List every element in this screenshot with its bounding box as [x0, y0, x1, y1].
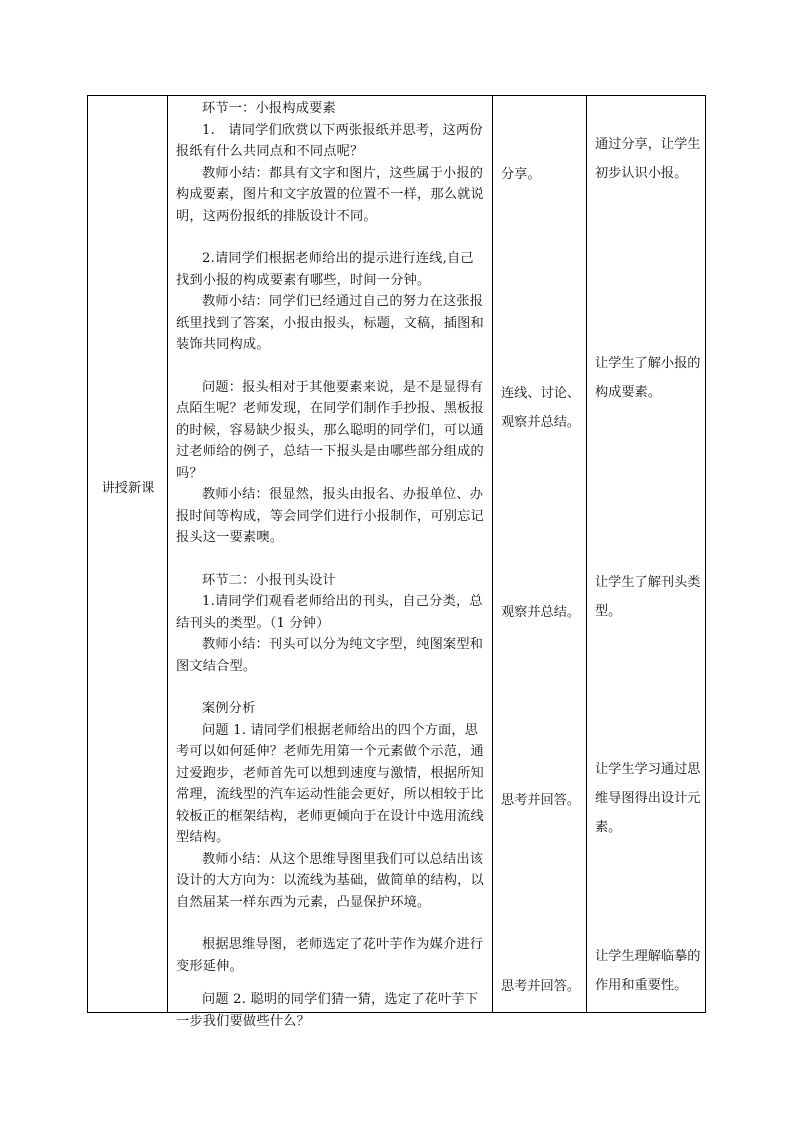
paragraph: 2.请同学们根据老师给出的提示进行连线,自己找到小报的构成要素有哪些，时间一分钟。 [176, 251, 474, 288]
teacher-paragraph-8 [176, 591, 485, 634]
section-label: 讲授新课 [101, 481, 155, 496]
design-intent: 通过分享，让学生初步认识小报。 [595, 137, 701, 181]
teacher-paragraph-10 [176, 698, 485, 720]
paragraph: 教师小结：都具有文字和图片，这些属于小报的构成要素，图片和文字放置的位置不一样，那么就说明，这两份报纸的排版设计不同。 [176, 165, 484, 224]
teacher-paragraph-7 [176, 570, 485, 592]
student-activity: 连线、讨论、观察并总结。 [501, 386, 581, 430]
paragraph: 1.请同学们观看老师给出的刊头，自己分类，总结刊头的类型。（1 分钟） [176, 594, 483, 631]
student-activity: 分享。 [501, 167, 541, 182]
paragraph: 案例分析 [202, 701, 256, 716]
teacher-paragraph-9 [176, 634, 485, 677]
student-activity: 思考并回答。 [501, 793, 581, 808]
teacher-paragraph-5 [176, 377, 485, 485]
section-cell [88, 96, 168, 1012]
student-activity-cell [493, 96, 587, 1012]
paragraph: 根据思维导图，老师选定了花叶芋作为媒介进行变形延伸。 [176, 937, 484, 974]
design-intent-cell [587, 96, 706, 1012]
paragraph: 问题 2. 聪明的同学们猜一猜，选定了花叶芋下一步我们要做些什么？ [176, 992, 479, 1029]
teacher-paragraph-11 [176, 720, 485, 849]
student-activity: 观察并总结。 [501, 605, 581, 620]
design-intent: 让学生了解刊头类型。 [595, 575, 701, 619]
paragraph: 教师小结：很显然，报头由报名、办报单位、办报时间等构成，等会同学们进行小报制作，可别忘记报头这一要素噢。 [176, 487, 484, 545]
design-intent: 让学生了解小报的构成要素。 [595, 356, 701, 400]
teacher-paragraph-3 [176, 248, 485, 291]
student-activity: 思考并回答。 [501, 979, 581, 994]
design-intent: 让学生理解临摹的作用和重要性。 [595, 949, 701, 993]
paragraph: 教师小结：从这个思维导图里我们可以总结出该设计的大方向为：以流线为基础，做简单的结构，以自然届某一样东西为元素，凸显保护环境。 [176, 851, 484, 910]
paragraph: 环节二：小报刊头设计 [202, 572, 336, 588]
paragraph: 问题 1. 请同学们根据老师给出的四个方面，思考可以如何延伸？老师先用第一个元素做个示范，通过爱跑步，老师首先可以想到速度与激情，根据所知常理，流线型的汽车运动性能会更好，所以相较于比较板正的框架结构，老师更倾向于在设计中选用流线型结构。 [176, 722, 484, 845]
teacher-paragraph-12 [176, 849, 485, 914]
teacher-paragraph-14 [176, 989, 485, 1032]
teacher-activity-cell [168, 96, 493, 1029]
teacher-paragraph-1 [176, 120, 485, 163]
teacher-paragraph-2 [176, 163, 485, 228]
teacher-paragraph-4 [176, 291, 485, 356]
design-intent: 让学生学习通过思维导图得出设计元素。 [595, 762, 701, 835]
paragraph: 教师小结：同学们已经通过自己的努力在这张报纸里找到了答案，小报由报头，标题，文稿，插图和装饰共同构成。 [176, 294, 484, 352]
teacher-paragraph-6 [176, 484, 485, 549]
paragraph: 1. 请同学们欣赏以下两张报纸并思考，这两份报纸有什么共同点和不同点呢？ [176, 122, 483, 159]
paragraph: 环节一：小报构成要素 [202, 101, 336, 116]
paragraph: 问题：报头相对于其他要素来说，是不是显得有点陌生呢？老师发现，在同学们制作手抄报、黑板报的时候，容易缺少报头，那么聪明的同学们，可以通过老师给的例子，总结一下报头是由哪些部分组成的吗？ [176, 379, 484, 481]
paragraph: 教师小结：刊头可以分为纯文字型，纯图案型和图文结合型。 [176, 637, 484, 674]
teacher-paragraph-13 [176, 934, 485, 977]
teacher-paragraph-0 [176, 98, 485, 120]
